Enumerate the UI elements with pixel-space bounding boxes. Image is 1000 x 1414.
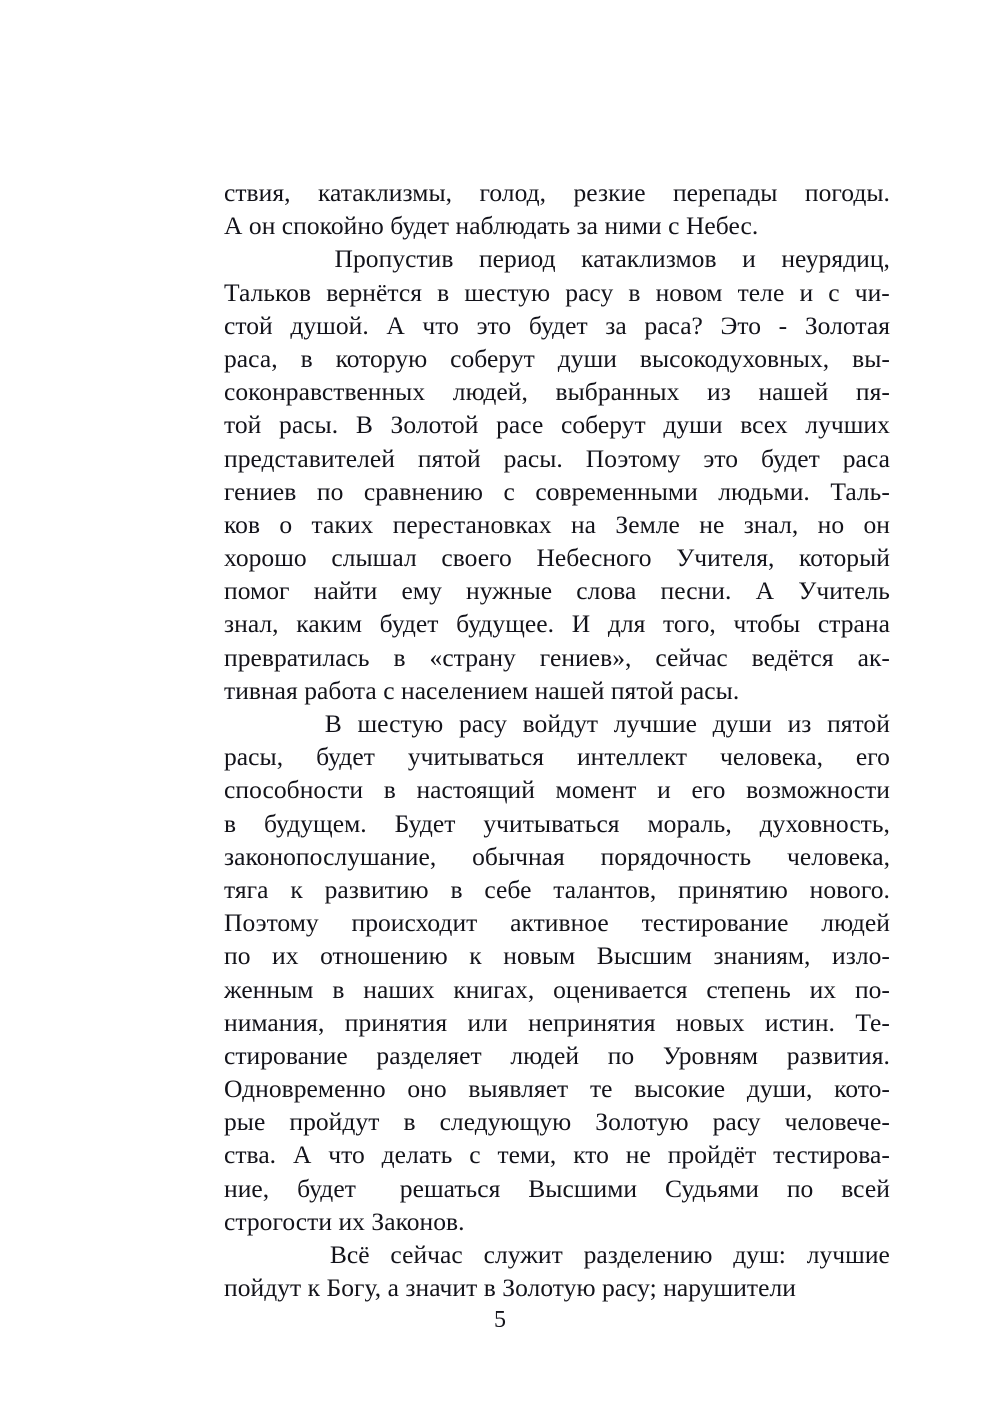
word: людьми.	[718, 476, 810, 506]
word: неурядиц,	[781, 244, 890, 274]
word: Судьями	[665, 1173, 759, 1203]
text-line	[224, 541, 890, 574]
word: той	[224, 410, 262, 440]
word: новом	[655, 277, 723, 307]
word: женным	[224, 974, 314, 1004]
word: стирование	[224, 1040, 348, 1070]
word: обычная	[472, 841, 565, 871]
paragraph	[224, 707, 890, 1238]
paragraph-indent	[224, 707, 309, 740]
word: Поэтому	[224, 908, 319, 938]
word: человече-	[784, 1107, 890, 1137]
text-line	[224, 342, 890, 375]
line-text: А он спокойно будет наблюдать за ними с Небес.	[224, 211, 759, 241]
word: и	[799, 277, 814, 307]
word: превратилась	[224, 642, 370, 672]
word: оценивается	[553, 974, 688, 1004]
word: раса	[842, 443, 890, 473]
word: голод,	[479, 178, 547, 207]
word: Пропустив	[334, 244, 454, 274]
text-line	[224, 674, 890, 707]
word: соберут	[560, 410, 646, 440]
word: в	[437, 277, 450, 307]
word: Золотую	[595, 1107, 689, 1137]
word: лучшие	[806, 1240, 890, 1269]
word: сейчас	[655, 642, 728, 672]
word: сравнению	[363, 476, 484, 506]
word: делать	[381, 1140, 453, 1170]
word: катаклизмов	[581, 244, 717, 274]
word: раса?	[644, 310, 703, 340]
word: В	[324, 709, 342, 738]
word: служит	[483, 1240, 563, 1269]
paragraph	[224, 176, 890, 242]
word: своего	[441, 543, 512, 573]
text-line	[224, 1172, 890, 1205]
word: ведётся	[751, 642, 834, 672]
word: И	[571, 609, 591, 639]
word: новым	[503, 941, 576, 971]
word: расу	[712, 1107, 761, 1137]
word: выбранных	[555, 377, 680, 407]
word: -	[778, 310, 788, 340]
word: Уровням	[662, 1040, 759, 1070]
word: его	[691, 775, 726, 805]
word: высокодуховных,	[639, 343, 830, 373]
word: его	[855, 742, 890, 772]
word: он	[863, 509, 890, 539]
word: расы.	[279, 410, 339, 440]
word: расы,	[224, 742, 284, 772]
word: ние,	[224, 1173, 270, 1203]
word: Таль-	[830, 476, 890, 506]
word: найти	[313, 576, 378, 606]
word: что	[422, 310, 459, 340]
word: тестирова-	[773, 1140, 890, 1170]
word: будет	[760, 443, 820, 473]
word: того,	[663, 609, 716, 639]
word: современными	[535, 476, 698, 506]
word: ему	[401, 576, 442, 606]
word: это	[703, 443, 739, 473]
text-line	[224, 276, 890, 309]
word: будущем.	[263, 808, 367, 838]
word: разделению	[583, 1240, 713, 1269]
word: Учителя,	[676, 543, 775, 573]
text-line	[224, 707, 890, 740]
word: нового.	[809, 874, 890, 904]
line-text: тивная работа с населением нашей пятой расы.	[224, 675, 740, 705]
word: человека,	[720, 742, 824, 772]
word: период	[478, 244, 556, 274]
text-line	[224, 807, 890, 840]
text-line	[224, 475, 890, 508]
word: решаться	[399, 1173, 501, 1203]
word: будет	[379, 609, 439, 639]
word: ства.	[224, 1140, 277, 1170]
word: к	[469, 941, 482, 971]
word: развития.	[786, 1040, 890, 1070]
word: знал,	[743, 509, 799, 539]
page-text-block	[224, 176, 890, 1304]
word: пройдёт	[667, 1140, 757, 1170]
word: Будет	[394, 808, 456, 838]
word: учитываться	[483, 808, 620, 838]
text-line	[224, 375, 890, 408]
word: по	[607, 1040, 635, 1070]
word: в	[332, 974, 345, 1004]
word: помог	[224, 576, 290, 606]
word: или	[467, 1007, 508, 1037]
word: пройдут	[289, 1107, 380, 1137]
word: Высшим	[596, 941, 692, 971]
word: расу	[458, 709, 507, 738]
text-line	[224, 773, 890, 806]
word: в	[450, 874, 463, 904]
text-line	[224, 740, 890, 773]
word: Одновременно	[224, 1074, 386, 1104]
word: Высшими	[528, 1173, 638, 1203]
word: по-	[854, 974, 890, 1004]
word: принятию	[678, 874, 788, 904]
text-line	[224, 1138, 890, 1171]
word: хорошо	[224, 543, 307, 573]
text-line	[224, 442, 890, 475]
word: что	[328, 1140, 365, 1170]
word: Это	[720, 310, 762, 340]
word: который	[799, 543, 890, 573]
word: нужные	[466, 576, 553, 606]
word: и	[657, 775, 671, 805]
word: теми,	[497, 1140, 557, 1170]
word: лучших	[805, 410, 890, 440]
word: Тальков	[224, 277, 312, 307]
word: ствия,	[224, 178, 291, 207]
word: на	[570, 509, 597, 539]
word: души	[557, 343, 617, 373]
word: момент	[555, 775, 637, 805]
word: соконравственных	[224, 377, 426, 407]
word: с	[469, 1140, 481, 1170]
word: всех	[740, 410, 788, 440]
word: А	[755, 576, 775, 606]
word: Золотой	[390, 410, 479, 440]
word: возможности	[746, 775, 890, 805]
word: по	[316, 476, 344, 506]
word: души	[663, 410, 723, 440]
word: нашей	[758, 377, 829, 407]
word: душ:	[733, 1240, 786, 1269]
word: книгах,	[453, 974, 535, 1004]
word: активное	[510, 908, 609, 938]
word: слышал	[331, 543, 417, 573]
word: но	[817, 509, 845, 539]
word: степень	[706, 974, 791, 1004]
text-line	[224, 1238, 890, 1271]
word: вернётся	[326, 277, 423, 307]
text-line	[224, 508, 890, 541]
word: А	[386, 310, 405, 340]
word: стой	[224, 310, 273, 340]
word: настоящий	[416, 775, 535, 805]
text-line	[224, 574, 890, 607]
word: перестановках	[392, 509, 552, 539]
word: о	[279, 509, 293, 539]
word: которую	[335, 343, 428, 373]
text-line	[224, 906, 890, 939]
word: интеллект	[576, 742, 688, 772]
word: истин.	[764, 1007, 835, 1037]
word: вы-	[852, 343, 890, 373]
word: сейчас	[390, 1240, 463, 1269]
word: будет	[528, 310, 588, 340]
word: Всё	[329, 1240, 370, 1269]
word: законопослушание,	[224, 841, 437, 871]
word: слова	[576, 576, 637, 606]
word: с	[828, 277, 840, 307]
word: изло-	[832, 941, 890, 971]
word: войдут	[522, 709, 599, 738]
word: шестую	[357, 709, 444, 738]
word: таких	[311, 509, 374, 539]
word: будет	[297, 1173, 356, 1203]
word: в	[383, 775, 396, 805]
word: Те-	[855, 1007, 890, 1037]
text-line	[224, 873, 890, 906]
word: «страну	[429, 642, 516, 672]
word: порядочность	[600, 841, 752, 871]
word: кто	[573, 1140, 609, 1170]
word: знаниям,	[713, 941, 811, 971]
word: наших	[363, 974, 435, 1004]
word: расы.	[503, 443, 563, 473]
word: резкие	[573, 178, 646, 207]
text-line	[224, 1006, 890, 1039]
word: души,	[746, 1074, 813, 1104]
word: пя-	[855, 377, 890, 407]
word: пятой	[417, 443, 481, 473]
word: себе	[484, 874, 532, 904]
text-line	[224, 1105, 890, 1138]
word: людей,	[452, 377, 528, 407]
word: из	[787, 709, 812, 738]
word: их	[272, 941, 299, 971]
word: Золотая	[804, 310, 890, 340]
word: погоды.	[804, 178, 890, 207]
word: оно	[407, 1074, 447, 1104]
word: расу	[565, 277, 614, 307]
word: принятия	[344, 1007, 448, 1037]
word: новых	[675, 1007, 745, 1037]
word: будет	[316, 742, 375, 772]
text-line	[224, 1072, 890, 1105]
word: тяга	[224, 874, 269, 904]
word: в	[403, 1107, 416, 1137]
word: шестую	[464, 277, 551, 307]
word: катаклизмы,	[317, 178, 453, 207]
word: нимания,	[224, 1007, 325, 1037]
paragraph-indent	[224, 1238, 309, 1271]
word: Небесного	[536, 543, 652, 573]
word: чтобы	[733, 609, 801, 639]
text-line	[224, 209, 890, 242]
word: рые	[224, 1107, 266, 1137]
text-line	[224, 309, 890, 342]
paragraph-indent	[224, 242, 309, 275]
text-line	[224, 973, 890, 1006]
word: представителей	[224, 443, 395, 473]
word: ков	[224, 509, 261, 539]
word: людей	[821, 908, 890, 938]
word: учитываться	[407, 742, 545, 772]
page-number: 5	[494, 1307, 506, 1333]
word: каким	[296, 609, 363, 639]
word: пятой	[827, 709, 890, 738]
text-line	[224, 176, 890, 209]
word: к	[290, 874, 303, 904]
line-text: пойдут к Богу, а значит в Золотую расу; нарушители	[224, 1273, 796, 1303]
word: выявляет	[468, 1074, 569, 1104]
word: В	[355, 410, 373, 440]
word: всей	[841, 1173, 890, 1203]
text-line	[224, 607, 890, 640]
text-line	[224, 939, 890, 972]
word: ак-	[857, 642, 890, 672]
paragraph	[224, 1238, 890, 1304]
text-line	[224, 1205, 890, 1238]
word: Поэтому	[585, 443, 681, 473]
word: по	[224, 941, 251, 971]
word: талантов,	[553, 874, 657, 904]
word: гениев	[224, 476, 297, 506]
word: следующую	[439, 1107, 572, 1137]
word: не	[699, 509, 725, 539]
word: раса,	[224, 343, 278, 373]
word: душой.	[290, 310, 369, 340]
text-line	[224, 641, 890, 674]
word: гениев»,	[539, 642, 632, 672]
word: развитию	[324, 874, 429, 904]
word: это	[476, 310, 512, 340]
word: песни.	[660, 576, 732, 606]
word: людей	[510, 1040, 580, 1070]
word: из	[707, 377, 731, 407]
word: тестирование	[641, 908, 789, 938]
word: мораль,	[647, 808, 732, 838]
word: те	[589, 1074, 613, 1104]
word: разделяет	[376, 1040, 482, 1070]
word: лучшие	[613, 709, 697, 738]
word: отношению	[320, 941, 448, 971]
text-line	[224, 1039, 890, 1072]
word: происходит	[351, 908, 478, 938]
word: высокие	[634, 1074, 726, 1104]
word: способности	[224, 775, 364, 805]
word: в	[300, 343, 313, 373]
word: непринятия	[528, 1007, 656, 1037]
line-text: строгости их Законов.	[224, 1206, 465, 1236]
word: в	[628, 277, 641, 307]
word: по	[786, 1173, 814, 1203]
word: А	[292, 1140, 312, 1170]
word: Учитель	[798, 576, 890, 606]
word: в	[393, 642, 406, 672]
word: с	[503, 476, 515, 506]
word: и	[742, 244, 756, 274]
text-line	[224, 840, 890, 873]
word: чи-	[854, 277, 890, 307]
word: для	[607, 609, 646, 639]
word: теле	[737, 277, 785, 307]
word: знал,	[224, 609, 279, 639]
word: кото-	[834, 1074, 890, 1104]
text-line	[224, 1271, 890, 1304]
word: перепады	[672, 178, 778, 207]
word: соберут	[450, 343, 535, 373]
text-line	[224, 408, 890, 441]
word: Земле	[615, 509, 680, 539]
word: духовность,	[759, 808, 890, 838]
paragraph	[224, 242, 890, 707]
word: не	[625, 1140, 651, 1170]
text-line	[224, 242, 890, 275]
word: человека,	[787, 841, 890, 871]
word: будущее.	[456, 609, 555, 639]
word: души	[712, 709, 772, 738]
word: в	[224, 808, 237, 838]
word: их	[809, 974, 837, 1004]
word: страна	[817, 609, 890, 639]
word: расе	[496, 410, 544, 440]
word: за	[605, 310, 627, 340]
